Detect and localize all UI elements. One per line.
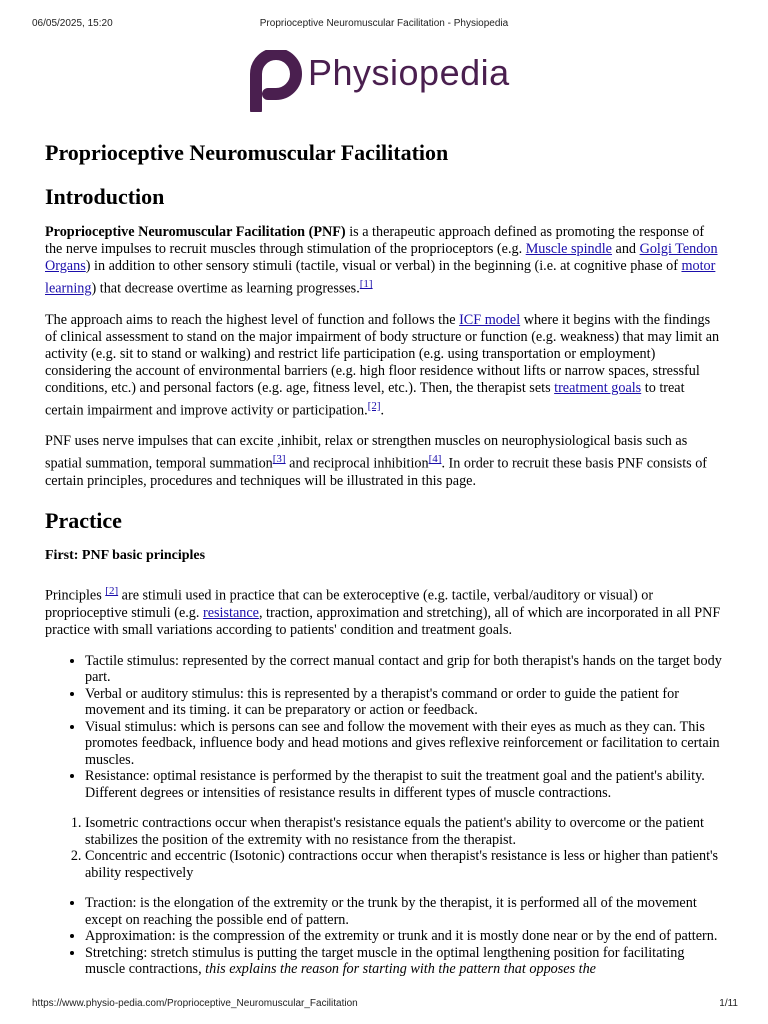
link-golgi-tendon-organs[interactable]: Golgi Tendon Organs — [45, 241, 718, 274]
list-item: • Traction: is the elongation of the extremity or the trunk by the therapist, it is performed all of the movement except on reaching the possible end of pattern. — [85, 895, 725, 928]
italic-text: this explains the reason for starting with the pattern that opposes the — [205, 961, 596, 978]
page-number: 1/11 — [719, 998, 738, 1009]
link-treatment-goals[interactable]: treatment goals — [554, 379, 642, 396]
principles-subheading: First: PNF basic principles — [45, 548, 206, 564]
ref-1[interactable]: [1] — [359, 278, 373, 290]
text-span: Principles — [45, 587, 106, 604]
ref-4[interactable]: [4] — [428, 453, 442, 466]
link-resistance[interactable]: resistance — [203, 604, 259, 621]
link-muscle-spindle[interactable]: Muscle spindle — [525, 241, 612, 257]
intro-paragraph-1 — [45, 224, 725, 298]
logo-wordmark: Physiopedia — [308, 52, 510, 93]
text-span: and reciprocal inhibition — [285, 456, 429, 473]
print-datetime: 06/05/2025, 15:20 — [32, 18, 113, 29]
text-span: ) in addition to other sensory stimuli (tactile, visual or verbal) in the beginning (i.e. at cognitive phase of — [85, 258, 682, 274]
text-span: are stimuli used in practice that can be exteroceptive (e.g. tactile, verbal/auditory or visual) or proprioceptive stimuli (e.g. — [45, 587, 654, 621]
pnf-bold-term: Proprioceptive Neuromuscular Facilitation (PNF) — [45, 224, 346, 240]
article-content — [45, 136, 725, 992]
ref-2b[interactable]: [2] — [105, 585, 119, 598]
text-span: and — [611, 241, 640, 257]
intro-paragraph-2 — [45, 312, 725, 420]
stimuli-list — [45, 653, 725, 802]
list-item: 1. Isometric contractions occur when therapist's resistance equals the patient's ability to overcome or the patient stabilizes the position of the extremity with no resistance from the therapist. — [85, 815, 725, 848]
practice-heading: Practice — [45, 508, 122, 534]
text-span: . — [380, 402, 385, 419]
physiopedia-logo[interactable] — [250, 48, 530, 118]
page-url: https://www.physio-pedia.com/Proprioceptive_Neuromuscular_Facilitation — [32, 998, 358, 1009]
article-title: Proprioceptive Neuromuscular Facilitation — [45, 140, 449, 165]
list-item: • Approximation: is the compression of the extremity or trunk and it is mostly done near or by the end of pattern. — [85, 928, 725, 945]
print-footer — [0, 998, 768, 1012]
text-span: , traction, approximation and stretching), all of which are incorporated in all PNF practice with small variations according to patients' condition and treatment goals. — [45, 604, 721, 638]
list-item: 2. Concentric and eccentric (Isotonic) contractions occur when therapist's resistance is less or higher than patient's ability respectively — [85, 848, 725, 881]
text-span: where it begins with the findings of clinical assessment to stand on the major impairment of body structure or function (e.g. weakness) that may limit an activity (e.g. sit to stand or walking) and restrict life participation (e.g. using transportation or employment) considering the account of environmental barriers (e.g. high floor residence without lifts or narrow spaces, stressful conditions, etc.) and personal factors (e.g. age, fitness level, etc.). Then, the therapist sets — [45, 311, 720, 396]
principles-paragraph — [45, 582, 725, 639]
list-item: • Resistance: optimal resistance is performed by the therapist to suit the treatment goal and the patient's ability. Different degrees or intensities of resistance results in different types of muscle contractions. — [85, 768, 725, 801]
list-item: • Tactile stimulus: represented by the correct manual contact and grip for both therapist's hands on the target body part. — [85, 653, 725, 686]
physiopedia-logo-icon — [250, 50, 302, 112]
text-span: The approach aims to reach the highest level of function and follows the — [45, 311, 460, 328]
text-span: ) that decrease overtime as learning progresses. — [91, 280, 360, 297]
list-item — [85, 945, 725, 978]
intro-paragraph-3 — [45, 433, 725, 490]
link-motor-learning[interactable]: motor learning — [45, 258, 716, 297]
text-span: to treat certain impairment and improve activity or participation. — [45, 379, 685, 419]
ref-3[interactable]: [3] — [272, 453, 286, 466]
text-span: is a therapeutic approach defined as promoting the response of the nerve impulses to recruit muscles through stimulation of the proprioceptors (e.g. — [45, 224, 705, 257]
print-page-title: Proprioceptive Neuromuscular Facilitation - Physiopedia — [259, 18, 509, 29]
text-span: . In order to recruit these basis PNF consists of certain principles, procedures and techniques will be illustrated in this page. — [45, 456, 708, 490]
contraction-types-list — [45, 815, 725, 881]
link-icf-model[interactable]: ICF model — [459, 311, 521, 328]
ref-2[interactable]: [2] — [367, 399, 381, 412]
proprioceptive-stimuli-list — [45, 895, 725, 978]
text-span: PNF uses nerve impulses that can excite ,inhibit, relax or strengthen muscles on neurophysiological basis such as spatial summation, temporal summation — [45, 433, 688, 473]
text-span: Stretching: stretch stimulus is putting the target muscle in the optimal lengthening position for facilitating muscle contractions, — [85, 944, 685, 978]
list-item: • Verbal or auditory stimulus: this is represented by a therapist's command or order to guide the patient for movement and its timing. it can be preparatory or action or feedback. — [85, 686, 725, 719]
list-item: • Visual stimulus: which is persons can see and follow the movement with their eyes as much as they can. This promotes feedback, influence body and head motions and gives reflexive reinforcement or facilitation to certain muscles. — [85, 719, 725, 769]
print-header — [0, 18, 768, 32]
intro-heading: Introduction — [45, 184, 165, 209]
